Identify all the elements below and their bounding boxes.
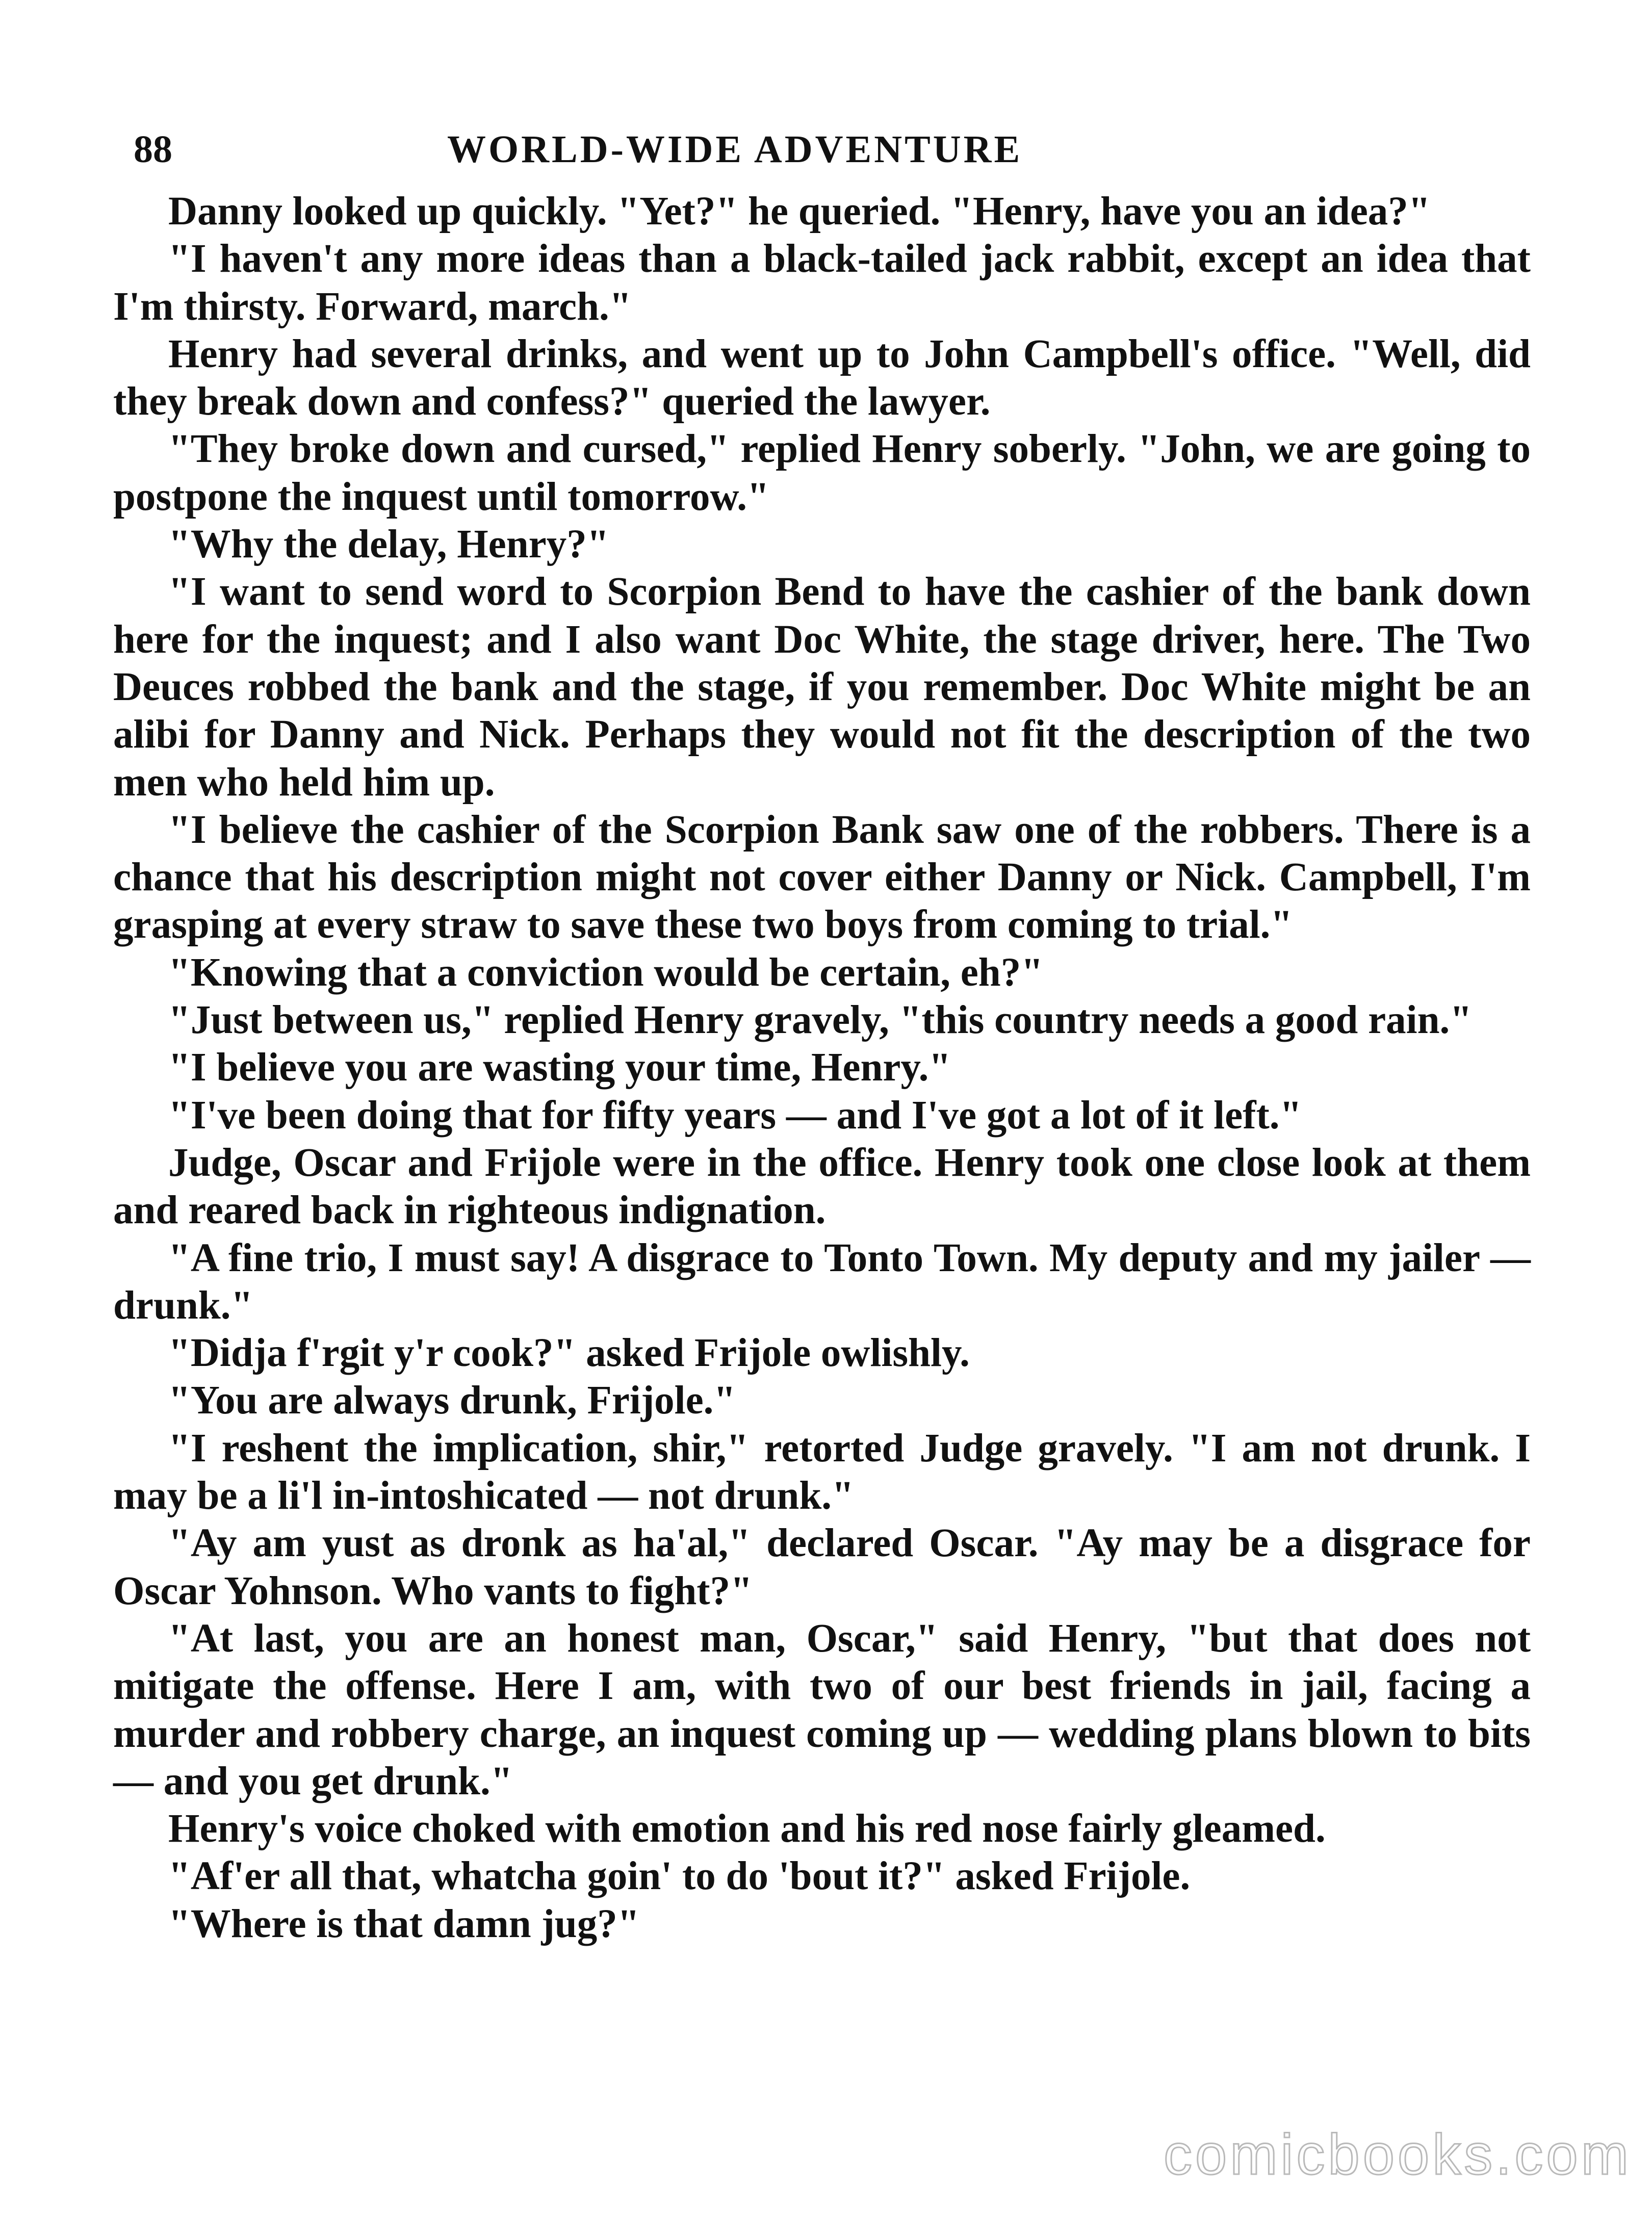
paragraph: "A fine trio, I must say! A disgrace to Tonto Town. My deputy and my jailer — drunk." (113, 1235, 1531, 1328)
paragraph: "Ay am yust as dronk as ha'al," declared Oscar. "Ay may be a disgrace for Oscar Yohnson. Who vants to fight?" (113, 1521, 1531, 1613)
paragraph: "I've been doing that for fifty years — and I've got a lot of it left." (168, 1093, 1302, 1138)
running-title: WORLD-WIDE ADVENTURE (447, 128, 1023, 171)
paragraph: "Af'er all that, whatcha goin' to do 'bout it?" asked Frijole. (168, 1854, 1191, 1899)
paragraph: Henry's voice choked with emotion and his red nose fairly gleamed. (168, 1807, 1326, 1851)
paragraph: Danny looked up quickly. "Yet?" he queried. "Henry, have you an idea?" (168, 189, 1431, 234)
paragraph: "I reshent the implication, shir," retorted Judge gravely. "I am not drunk. I may be a li'l in-intoshicated — not drunk." (113, 1426, 1531, 1518)
paragraph: "I believe the cashier of the Scorpion Bank saw one of the robbers. There is a chance that his description might not cover either Danny or Nick. Campbell, I'm grasping at every straw to save these two boys from coming to trial." (113, 807, 1531, 947)
paragraph: "Knowing that a conviction would be certain, eh?" (168, 950, 1044, 995)
paragraph: "You are always drunk, Frijole." (168, 1378, 736, 1423)
paragraph: "At last, you are an honest man, Oscar," said Henry, "but that does not mitigate the offense. Here I am, with two of our best friends in jail, facing a murder and robbery charge, an inquest coming up — wedding plans blown to bits — and you get drunk." (113, 1616, 1531, 1803)
paragraph: "I want to send word to Scorpion Bend to have the cashier of the bank down here for the inquest; and I also want Doc White, the stage driver, here. The Two Deuces robbed the bank and the stage, if you remember. Doc White might be an alibi for Danny and Nick. Perhaps they would not fit the description of the two men who held him up. (113, 570, 1531, 805)
paragraph: "Just between us," replied Henry gravely, "this country needs a good rain." (168, 998, 1473, 1043)
paragraph: "Why the delay, Henry?" (168, 522, 609, 567)
watermark-logo: comicbooks.com (1163, 2123, 1632, 2186)
paragraph: "I believe you are wasting your time, Henry." (168, 1045, 951, 1090)
paragraph: Henry had several drinks, and went up to John Campbell's office. "Well, did they break down and confess?" queried the lawyer. (113, 331, 1531, 424)
paragraph: "Didja f'rgit y'r cook?" asked Frijole owlishly. (168, 1331, 970, 1376)
paragraph: "They broke down and cursed," replied Henry soberly. "John, we are going to postpone the inquest until tomorrow." (113, 427, 1531, 519)
paragraph: "I haven't any more ideas than a black-tailed jack rabbit, except an idea that I'm thirsty. Forward, march." (113, 237, 1531, 329)
body-text (113, 188, 1531, 1948)
page-number: 88 (134, 128, 172, 171)
running-head (134, 121, 1541, 177)
paragraph: Judge, Oscar and Frijole were in the office. Henry took one close look at them and reared back in righteous indignation. (113, 1140, 1531, 1233)
paragraph: "Where is that damn jug?" (168, 1901, 640, 1946)
